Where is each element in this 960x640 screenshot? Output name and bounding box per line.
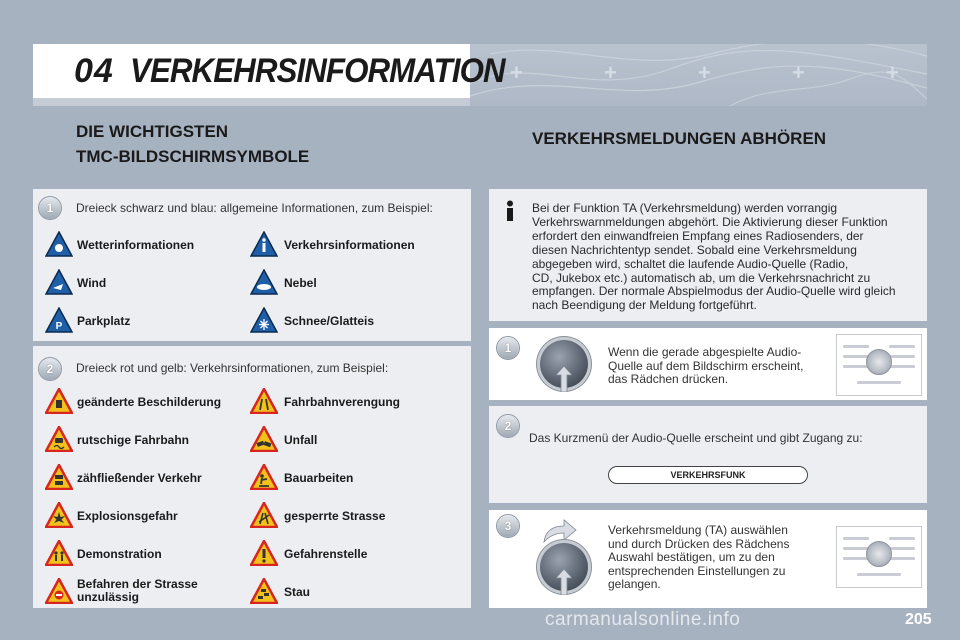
symbol-label: Demonstration	[77, 547, 162, 561]
symbol-label: Gefahrenstelle	[284, 547, 368, 561]
symbol-label: Explosionsgefahr	[77, 509, 178, 523]
header-map-banner	[470, 44, 927, 106]
road-narrowing-icon	[250, 388, 278, 419]
press-arrow-icon	[556, 569, 572, 600]
symbol-label: Schnee/Glatteis	[284, 314, 375, 328]
left-title-line1: DIE WICHTIGSTEN	[76, 122, 229, 141]
symbol-label: Bauarbeiten	[284, 471, 354, 485]
step3-text: Verkehrsmeldung (TA) auswählen und durch Drücken des Rädchens Auswahl bestätigen, um zu den entsprechenden Einstellungen zu gelangen.	[608, 523, 790, 591]
explosion-danger-icon	[45, 502, 73, 533]
danger-icon	[250, 540, 278, 571]
wind-icon	[45, 269, 73, 300]
closed-road-icon	[250, 502, 278, 533]
symbol-label: Nebel	[284, 276, 317, 290]
symbol-label: Verkehrsinformationen	[284, 238, 415, 252]
roadworks-icon	[250, 464, 278, 495]
chapter-title: VERKEHRSINFORMATION	[130, 52, 505, 90]
radio-unit-illustration	[836, 334, 922, 396]
symbol-label: Stau	[284, 585, 311, 599]
map-plus-icon: +	[604, 60, 617, 85]
info-icon	[503, 200, 517, 222]
press-arrow-icon	[556, 366, 572, 397]
watermark: carmanualsonline.info	[545, 609, 741, 630]
section1-description: Dreieck schwarz und blau: allgemeine Informationen, zum Beispiel:	[76, 201, 433, 215]
step2-panel	[489, 406, 927, 503]
symbol-label: rutschige Fahrbahn	[77, 433, 190, 447]
parking-icon	[45, 307, 73, 338]
symbol-label: Wetterinformationen	[77, 238, 195, 252]
map-plus-icon: +	[886, 60, 899, 85]
map-plus-icon: +	[510, 60, 523, 85]
step-badge-1: 1	[497, 337, 519, 359]
symbol-label: Fahrbahnverengung	[284, 395, 401, 409]
step-badge-3: 3	[497, 515, 519, 537]
step-badge-2: 2	[497, 415, 519, 437]
symbol-label-multiline: Befahren der Strasse unzulässig	[77, 577, 198, 604]
symbol-label: zähfließender Verkehr	[77, 471, 202, 485]
step1-text: Wenn die gerade abgespielte Audio- Quelle auf dem Bildschirm erscheint, das Rädchen drücken.	[608, 345, 804, 386]
symbol-label: Wind	[77, 276, 107, 290]
left-section-title	[76, 119, 436, 169]
verkehrsfunk-menu-button[interactable]: VERKEHRSFUNK	[608, 466, 808, 484]
traffic-info-icon	[250, 231, 278, 262]
radio-dial-icon	[866, 349, 892, 375]
page-number: 205	[905, 611, 932, 628]
changed-signage-icon	[45, 388, 73, 419]
section2-description: Dreieck rot und gelb: Verkehrsinformationen, zum Beispiel:	[76, 361, 389, 375]
weather-info-icon	[45, 231, 73, 262]
header-underline	[33, 98, 470, 106]
symbol-label: Unfall	[284, 433, 318, 447]
symbol-label: Parkplatz	[77, 314, 131, 328]
radio-dial-icon	[866, 541, 892, 567]
step-badge-1: 1	[39, 197, 61, 219]
map-plus-icon: +	[792, 60, 805, 85]
info-paragraph: Bei der Funktion TA (Verkehrsmeldung) werden vorrangig Verkehrswarnmeldungen abgehört. Die Aktivierung dieser Funktion erfordert den einwandfreien Empfang eines Radiosenders, der diesen Nachrichtentyp sendet. Sobald eine Verkehrsmeldung abgegeben wird, schaltet die laufende Audio-Quelle (Radio, CD, Jukebox etc.) automatisch ab, um die Verkehrsnachricht zu empfangen. Der normale Abspielmodus der Audio-Quelle wird gleich nach Beendigung der Meldung fortgeführt.	[532, 201, 896, 313]
left-title-line2: TMC-BILDSCHIRMSYMBOLE	[76, 147, 310, 166]
no-entry-road-icon	[45, 578, 73, 609]
snow-ice-icon	[250, 307, 278, 338]
radio-unit-illustration	[836, 526, 922, 588]
step2-text: Das Kurzmenü der Audio-Quelle erscheint und gibt Zugang zu:	[529, 431, 863, 445]
slow-traffic-icon	[45, 464, 73, 495]
traffic-jam-icon	[250, 578, 278, 609]
map-plus-icon: +	[698, 60, 711, 85]
symbol-label: gesperrte Strasse	[284, 509, 386, 523]
chapter-number: 04	[74, 52, 114, 90]
accident-icon	[250, 426, 278, 457]
symbol-label: geänderte Beschilderung	[77, 395, 222, 409]
svg-text:P: P	[55, 321, 63, 332]
demonstration-icon	[45, 540, 73, 571]
step-badge-2: 2	[39, 358, 61, 380]
slippery-road-icon	[45, 426, 73, 457]
fog-icon	[250, 269, 278, 300]
right-section-title: VERKEHRSMELDUNGEN ABHÖREN	[532, 129, 827, 148]
